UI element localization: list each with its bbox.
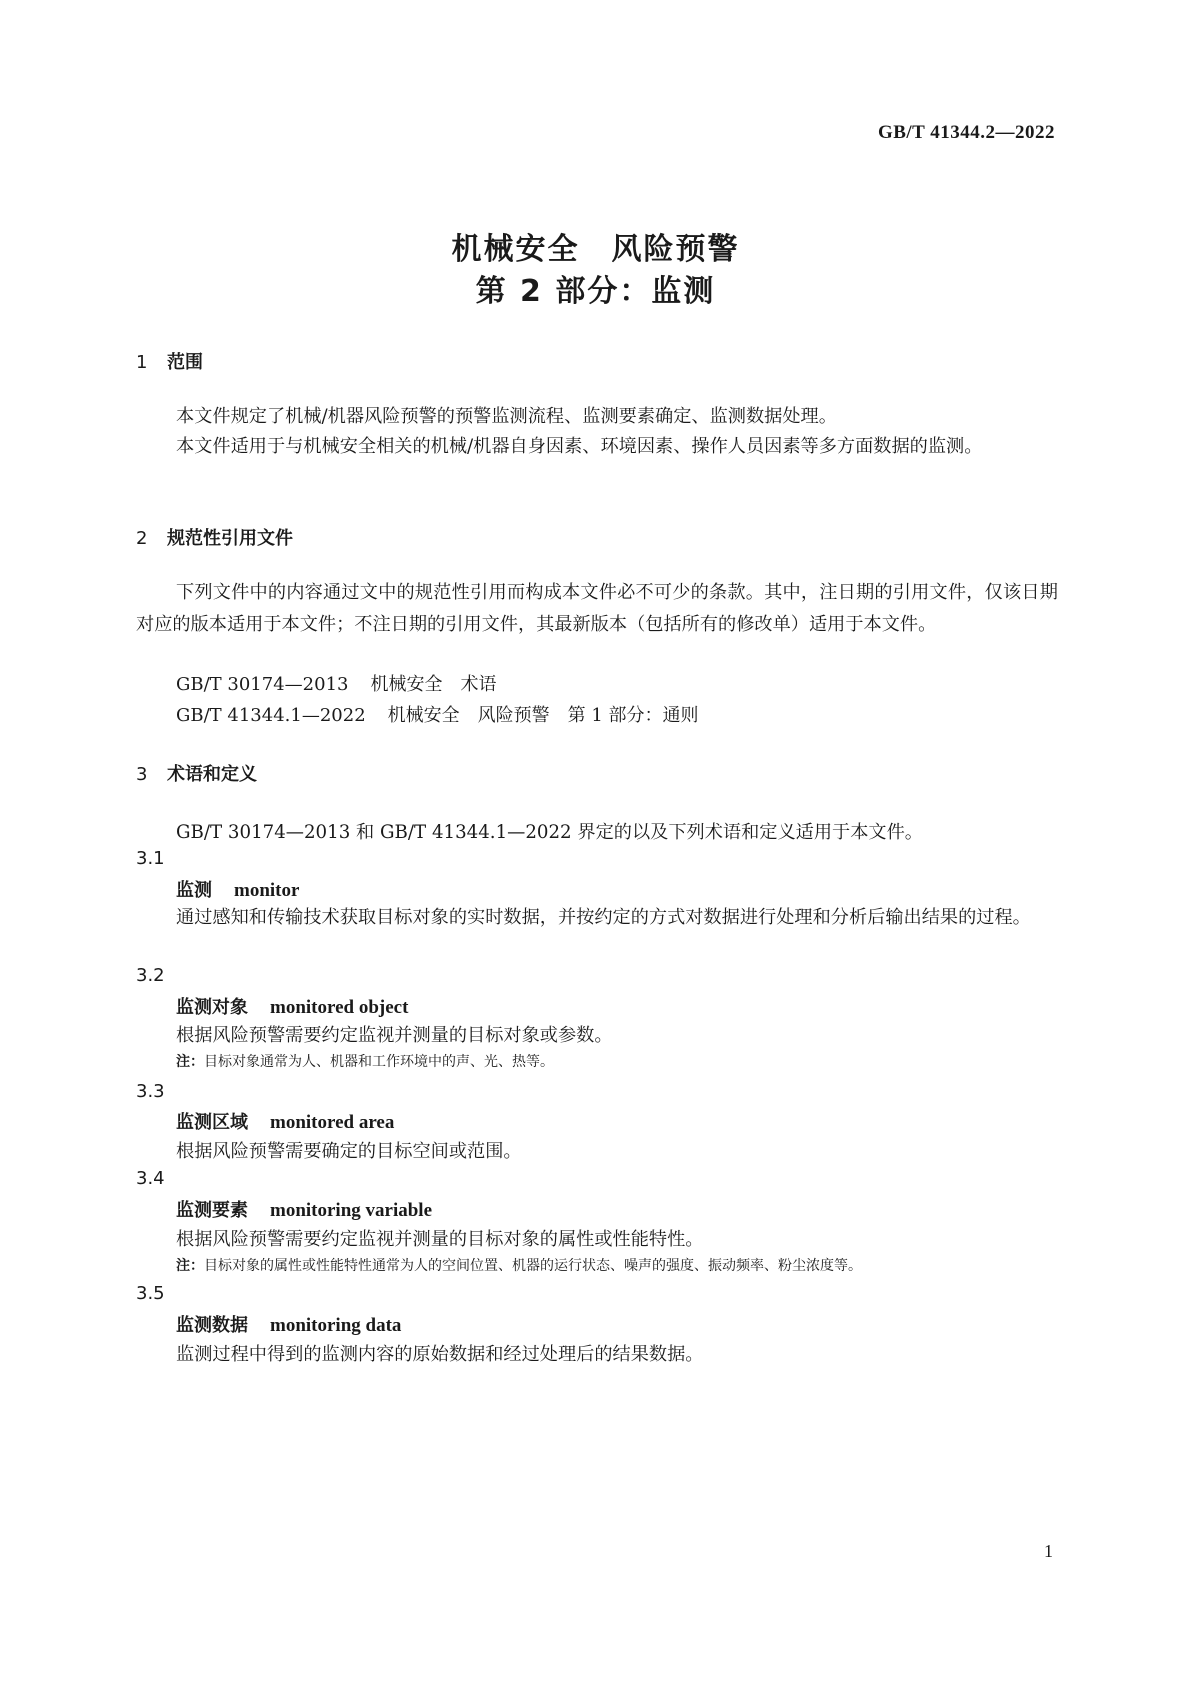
term-en: monitoring variable [270, 1200, 433, 1221]
term-heading [176, 1196, 432, 1222]
reference-item [176, 670, 496, 696]
term-number: 3.4 [136, 1168, 165, 1189]
term-zh: 监测对象 [176, 997, 248, 1018]
term-note [176, 1255, 862, 1275]
paragraph: 下列文件中的内容通过文中的规范性引用而构成本文件必不可少的条款。其中，注日期的引用文件，仅该日期对应的版本适用于本文件；不注日期的引用文件，其最新版本（包括所有的修改单）适用于本文件。 [136, 582, 1058, 635]
paragraph: GB/T 30174—2013 和 GB/T 41344.1—2022 界定的以及下列术语和定义适用于本文件。 [176, 822, 923, 843]
term-zh: 监测区域 [176, 1112, 248, 1133]
term-definition: 通过感知和传输技术获取目标对象的实时数据，并按约定的方式对数据进行处理和分析后输出结果的过程。 [176, 907, 1031, 928]
term-number: 3.3 [136, 1081, 165, 1102]
note-label: 注： [176, 1258, 204, 1274]
reference-item [176, 701, 699, 727]
document-title-line2: 第 2 部分：监测 [475, 274, 716, 309]
paragraph: 本文件规定了机械/机器风险预警的预警监测流程、监测要素确定、监测数据处理。 [176, 406, 837, 427]
reference-title: 机械安全 风险预警 第 1 部分：通则 [387, 705, 699, 726]
term-zh: 监测要素 [176, 1200, 248, 1221]
term-heading [176, 1311, 401, 1337]
term-definition: 根据风险预警需要约定监视并测量的目标对象的属性或性能特性。 [176, 1229, 704, 1250]
note-text: 目标对象的属性或性能特性通常为人的空间位置、机器的运行状态、噪声的强度、振动频率、粉尘浓度等。 [204, 1258, 862, 1274]
term-number: 3.2 [136, 965, 165, 986]
term-en: monitored object [270, 997, 409, 1018]
section-heading [136, 760, 257, 786]
term-zh: 监测数据 [176, 1315, 248, 1336]
standard-code: GB/T 41344.2—2022 [877, 122, 1055, 143]
reference-title: 机械安全 术语 [370, 674, 497, 695]
section-number: 3 [136, 764, 148, 785]
section-heading [136, 348, 203, 374]
term-heading [176, 876, 299, 902]
term-definition: 监测过程中得到的监测内容的原始数据和经过处理后的结果数据。 [176, 1344, 704, 1365]
section-number: 2 [136, 528, 148, 549]
note-text: 目标对象通常为人、机器和工作环境中的声、光、热等。 [204, 1054, 554, 1070]
term-en: monitor [234, 880, 300, 901]
term-number: 3.5 [136, 1283, 165, 1304]
document-title-line1: 机械安全 风险预警 [451, 232, 740, 267]
term-heading [176, 993, 408, 1019]
page-number: 1 [1044, 1541, 1053, 1561]
section-heading [136, 524, 293, 550]
term-en: monitored area [270, 1112, 395, 1133]
term-number: 3.1 [136, 848, 165, 869]
note-label: 注： [176, 1054, 204, 1070]
term-heading [176, 1108, 394, 1134]
reference-code: GB/T 30174—2013 [176, 674, 349, 695]
paragraph: 本文件适用于与机械安全相关的机械/机器自身因素、环境因素、操作人员因素等多方面数据的监测。 [176, 436, 983, 457]
term-definition: 根据风险预警需要约定监视并测量的目标对象或参数。 [176, 1025, 613, 1046]
section-title: 规范性引用文件 [167, 528, 293, 549]
reference-code: GB/T 41344.1—2022 [176, 705, 366, 726]
term-definition: 根据风险预警需要确定的目标空间或范围。 [176, 1141, 522, 1162]
term-en: monitoring data [270, 1315, 402, 1336]
term-zh: 监测 [176, 880, 212, 901]
section-title: 范围 [167, 352, 203, 373]
term-note [176, 1051, 554, 1071]
section-number: 1 [136, 352, 148, 373]
section-title: 术语和定义 [167, 764, 257, 785]
